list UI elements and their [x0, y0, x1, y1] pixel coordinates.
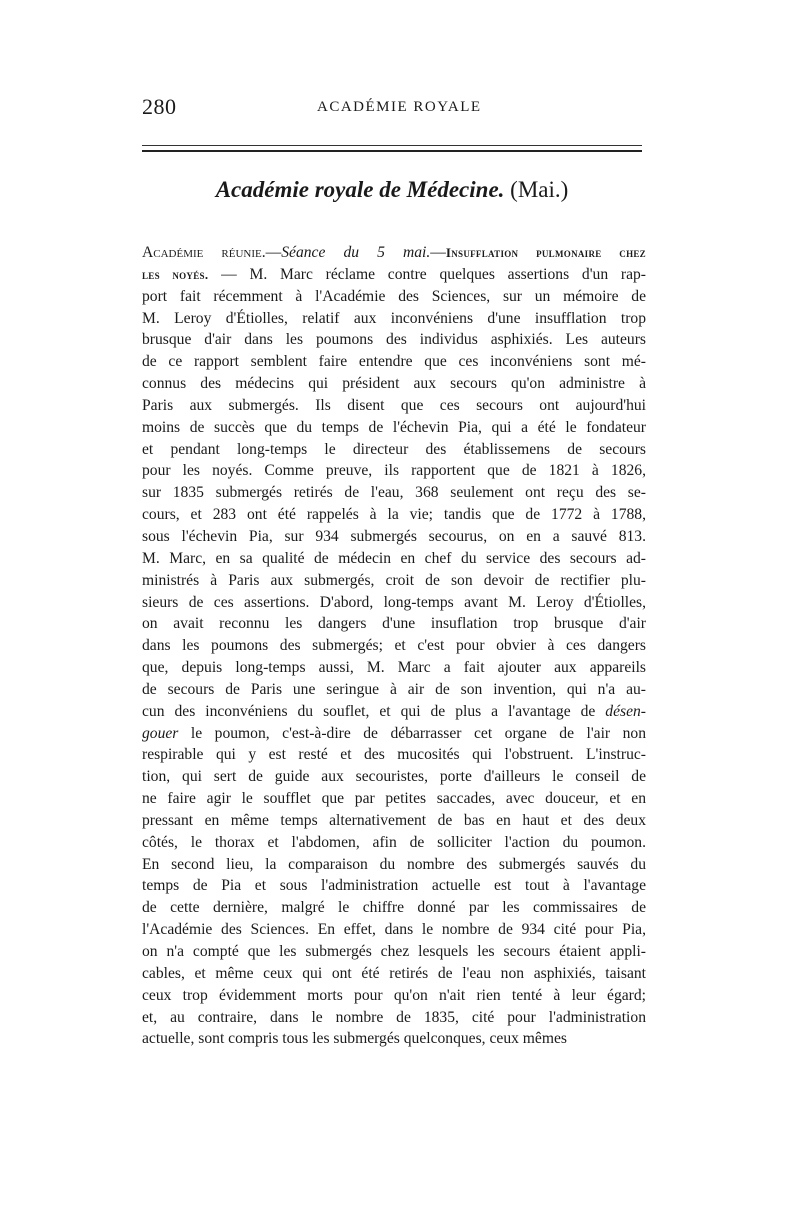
- text-line: M. Leroy d'Étiolles, relatif aux inconvéniens d'une insufflation trop: [142, 309, 646, 327]
- text-line: Paris aux submergés. Ils disent que ces secours ont aujourd'hui: [142, 396, 646, 414]
- text-line: port fait récemment à l'Académie des Sciences, sur un mémoire de: [142, 287, 646, 305]
- text-line: que, depuis long-temps aussi, M. Marc a fait ajouter aux appareils: [142, 659, 646, 677]
- text-line: sur 1835 submergés retirés de l'eau, 368 seulement ont reçu des se-: [142, 484, 646, 502]
- text-segment: — M. Marc réclame contre quelques assertions d'un rap-: [208, 265, 646, 283]
- text-line: on avait reconnu les dangers d'une insuflation trop brusque d'air: [142, 615, 646, 633]
- text-line: moins de succès que du temps de l'échevin Pia, qui a été le fondateur: [142, 418, 646, 436]
- text-segment: cun des inconvéniens du souflet, et qui de plus a l'avantage de: [142, 702, 606, 720]
- text-line: connus des médecins qui président aux secours qu'on administre à: [142, 375, 646, 393]
- italic-word: désen-: [605, 702, 646, 720]
- topic-heading: Insufflation pulmonaire chez: [445, 245, 646, 260]
- text-line: on n'a compté que les submergés chez lesquels les secours étaient appli-: [142, 943, 646, 960]
- text-line: de ce rapport semblent faire entendre que ces inconvéniens sont mé-: [142, 353, 646, 371]
- text-line: cours, et 283 ont été rappelés à la vie; tandis que de 1772 à 1788,: [142, 506, 646, 524]
- dash: —: [430, 244, 446, 261]
- page-number: 280: [142, 94, 177, 119]
- text-line: tion, qui sert de guide aux secouristes, porte d'ailleurs le conseil de: [142, 768, 646, 786]
- page-header: [142, 94, 642, 122]
- text-line: pressant en même temps alternativement de bas en haut et des deux: [142, 811, 646, 829]
- text-line: temps de Pia et sous l'administration actuelle est tout à l'avantage: [142, 877, 646, 895]
- text-line: de cette dernière, malgré le chiffre donné par les commissaires de: [142, 899, 646, 917]
- text-line: de secours de Paris une seringue à air de son invention, qui n'a au-: [142, 680, 646, 698]
- text-line-italic: [142, 723, 646, 745]
- text-line: côtés, le thorax et l'abdomen, afin de solliciter l'action du poumon.: [142, 833, 646, 851]
- text-line: pour les noyés. Comme preuve, ils rapportent que de 1821 à 1826,: [142, 462, 646, 480]
- text-line: l'Académie des Sciences. En effet, dans le nombre de 934 cité pour Pia,: [142, 921, 646, 939]
- text-line: ceux trop évidemment morts pour qu'on n'ait rien tenté à leur égard;: [142, 986, 646, 1004]
- section-title-month: (Mai.): [510, 177, 569, 202]
- text-line: actuelle, sont compris tous les submergés quelconques, ceux mêmes: [142, 1030, 567, 1048]
- session-date: Séance du 5 mai.: [281, 244, 431, 261]
- text-line: cables, et même ceux qui ont été retirés de l'eau non asphixiés, taisant: [142, 964, 646, 982]
- text-line-1: [142, 242, 646, 264]
- body-text: [142, 242, 646, 1050]
- session-label: Académie réunie.: [142, 244, 266, 261]
- text-line: M. Marc, en sa qualité de médecin en chef du service des secours ad-: [142, 549, 646, 567]
- italic-word: gouer: [142, 724, 179, 742]
- text-line: sieurs de ces assertions. D'abord, long-temps avant M. Leroy d'Étiolles,: [142, 593, 646, 611]
- text-line-2: [142, 264, 646, 286]
- text-line: dans les poumons des submergés; et c'est pour obvier à ces dangers: [142, 637, 646, 655]
- text-line: ministrés à Paris aux submergés, croit de son devoir de rectifier plu-: [142, 571, 646, 589]
- text-line: sous l'échevin Pia, sur 934 submergés secourus, on en a sauvé 813.: [142, 527, 646, 545]
- text-line: respirable qui y est resté et des mucosités qui l'obstruent. L'instruc-: [142, 746, 646, 764]
- text-line: En second lieu, la comparaison du nombre des submergés sauvés du: [142, 855, 646, 873]
- text-line: ne faire agir le soufflet que par petites saccades, avec douceur, et en: [142, 790, 646, 808]
- section-title: [142, 177, 642, 203]
- text-line: brusque d'air dans les poumons des individus asphixiés. Les auteurs: [142, 331, 646, 349]
- text-line: et pendant long-temps le directeur des établissemens de secours: [142, 440, 646, 458]
- running-head: ACADÉMIE ROYALE: [317, 99, 482, 115]
- dash: —: [265, 244, 282, 261]
- topic-heading-cont: les noyés.: [142, 266, 209, 282]
- text-line-italic: [142, 701, 646, 723]
- text-line: et, au contraire, dans le nombre de 1835, cité pour l'administration: [142, 1008, 646, 1026]
- section-title-text: Académie royale de Médecine.: [215, 177, 505, 202]
- header-rule-thick: [142, 150, 642, 152]
- header-rule-thin: [142, 145, 642, 146]
- text-segment: le poumon, c'est-à-dire de débarrasser cet organe de l'air non: [178, 724, 646, 742]
